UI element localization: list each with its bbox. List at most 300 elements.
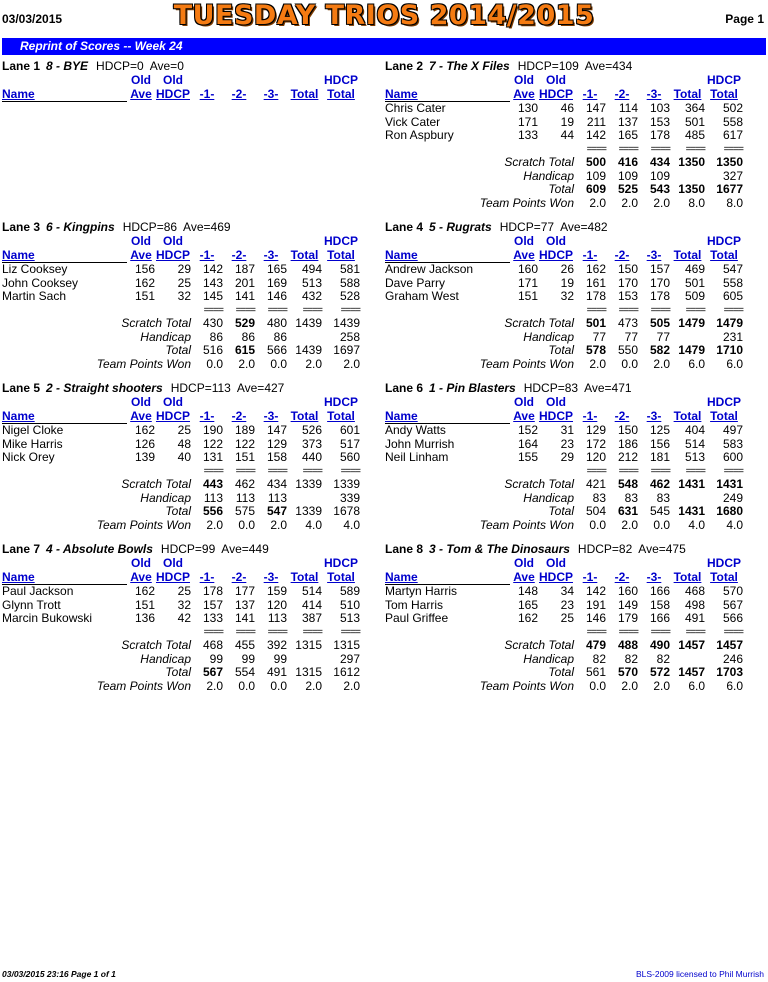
lane-number: Lane 3	[2, 220, 41, 234]
team-average: Ave=434	[584, 59, 633, 73]
player-hdcp: 46	[560, 100, 574, 115]
summary-label: Total	[548, 504, 574, 518]
summary-label: Scratch Total	[504, 316, 574, 330]
summary-g2: 529	[234, 316, 255, 330]
player-name: Nick Orey	[2, 450, 55, 464]
player-g3: 129	[266, 436, 287, 451]
player-row	[385, 290, 743, 304]
team-handicap: HDCP=83	[523, 381, 579, 395]
summary-g1: 421	[585, 477, 606, 491]
column-header	[287, 557, 322, 571]
summary-ht: 249	[722, 490, 743, 505]
score-table	[2, 235, 360, 371]
summary-g3: 505	[649, 316, 670, 330]
column-header: Old	[163, 556, 183, 570]
separator: ====	[723, 626, 743, 638]
column-header: -3-	[263, 247, 279, 262]
summary-label: Scratch Total	[504, 155, 574, 169]
summary-g2: 575	[234, 504, 255, 518]
team-name: 3 - Tom & The Dinosaurs	[429, 542, 570, 556]
player-total: 432	[301, 289, 322, 303]
footer-license: BLS-2009 licensed to Phil Murrish	[635, 969, 764, 979]
summary-row-scratch	[2, 317, 360, 331]
player-row	[2, 451, 360, 465]
summary-g2: 0.0	[238, 517, 255, 532]
column-header	[606, 74, 638, 88]
summary-ht: 2.0	[343, 356, 360, 371]
team-handicap: HDCP=113	[170, 381, 231, 395]
player-total: 387	[301, 611, 322, 625]
player-ave: 151	[134, 597, 155, 612]
player-g3: 156	[649, 436, 670, 451]
column-header: -3-	[263, 408, 279, 423]
player-g2: 201	[234, 275, 255, 290]
summary-label: Team Points Won	[479, 356, 574, 371]
player-g3: 169	[266, 275, 287, 290]
separator: ====	[586, 304, 606, 316]
column-header	[606, 557, 638, 571]
player-name: Graham West	[385, 289, 459, 303]
player-ht: 567	[722, 597, 743, 612]
summary-g3: 113	[267, 490, 287, 505]
summary-label: Handicap	[523, 490, 574, 505]
column-header	[255, 74, 287, 88]
column-header: Name	[2, 410, 127, 424]
team-handicap: HDCP=86	[122, 220, 178, 234]
summary-total: 1350	[678, 182, 705, 196]
summary-g2: 2.0	[621, 678, 638, 693]
summary-label: Handicap	[140, 329, 191, 344]
separator: ====	[267, 304, 287, 316]
column-header-row	[2, 557, 360, 571]
player-total: 514	[684, 436, 705, 451]
player-total: 469	[684, 261, 705, 276]
player-row	[385, 129, 743, 143]
column-header: Old	[514, 556, 534, 570]
separator: ====	[723, 143, 743, 155]
summary-label: Total	[548, 182, 574, 196]
player-ave: 152	[517, 422, 538, 437]
separator	[538, 143, 574, 157]
player-hdcp: 31	[560, 422, 574, 437]
player-row	[2, 424, 360, 438]
summary-g3: 582	[649, 343, 670, 357]
column-header	[670, 396, 705, 410]
team-average: Ave=469	[183, 220, 231, 234]
summary-g2: 570	[617, 665, 638, 679]
summary-total: 1315	[295, 638, 322, 652]
lane-number: Lane 1	[2, 59, 41, 73]
summary-label: Team Points Won	[479, 517, 574, 532]
lane-number: Lane 8	[385, 542, 424, 556]
player-g2: 189	[234, 422, 255, 437]
player-total: 501	[684, 275, 705, 290]
separator: ====	[586, 626, 606, 638]
player-hdcp: 44	[560, 128, 574, 142]
player-hdcp: 42	[177, 611, 191, 625]
column-header: Total	[673, 247, 702, 262]
column-header: -3-	[646, 408, 662, 423]
separator	[538, 626, 574, 640]
column-header: Old	[163, 73, 183, 87]
player-name: Ron Aspbury	[385, 128, 454, 142]
column-header: Old	[131, 73, 151, 87]
player-total: 414	[301, 597, 322, 612]
player-row	[385, 263, 743, 277]
lane-number: Lane 4	[385, 220, 424, 234]
lane-number: Lane 5	[2, 381, 41, 395]
player-g2: 153	[617, 289, 638, 303]
column-header-row	[2, 571, 360, 585]
summary-g1: 0.0	[589, 517, 606, 532]
column-header: HDCP	[538, 569, 573, 584]
player-ht: 497	[722, 422, 743, 437]
separator: ====	[586, 465, 606, 477]
column-header: Ave	[130, 408, 152, 423]
summary-ht: 1710	[716, 343, 743, 357]
player-row	[2, 263, 360, 277]
summary-label: Scratch Total	[121, 638, 191, 652]
column-header: HDCP	[323, 73, 358, 87]
column-header-row	[2, 396, 360, 410]
column-header-row	[2, 235, 360, 249]
column-header	[223, 235, 255, 249]
separator: ====	[650, 143, 670, 155]
column-header: Ave	[513, 569, 535, 584]
summary-g1: 561	[585, 665, 606, 679]
column-header-row	[385, 571, 743, 585]
player-ht: 588	[339, 275, 360, 290]
column-header	[638, 396, 670, 410]
column-header	[670, 235, 705, 249]
column-header: HDCP	[323, 234, 358, 248]
summary-total: 8.0	[688, 195, 705, 210]
summary-g3: 2.0	[270, 517, 287, 532]
player-ht: 547	[722, 261, 743, 276]
team-average: Ave=427	[236, 381, 285, 395]
player-g3: 157	[649, 261, 670, 276]
column-header: -2-	[614, 569, 630, 584]
column-header	[287, 235, 322, 249]
summary-g1: 430	[202, 316, 223, 330]
separator-row	[2, 304, 360, 318]
column-header: HDCP	[706, 395, 741, 409]
column-header: -2-	[231, 86, 247, 101]
summary-ht: 1439	[333, 316, 360, 330]
player-ave: 156	[134, 261, 155, 276]
summary-g1: 0.0	[589, 678, 606, 693]
separator	[385, 465, 510, 479]
column-header: Total	[673, 408, 702, 423]
separator: ====	[235, 304, 255, 316]
separator-row	[385, 465, 743, 479]
player-ht: 601	[339, 422, 360, 437]
player-row	[2, 612, 360, 626]
separator: ====	[650, 626, 670, 638]
player-ht: 513	[339, 611, 360, 625]
player-ave: 130	[517, 100, 538, 115]
player-hdcp: 29	[177, 261, 191, 276]
column-header: Total	[290, 247, 319, 262]
summary-g1: 567	[202, 665, 223, 679]
summary-g2: 462	[234, 477, 255, 491]
player-row	[385, 451, 743, 465]
player-ave: 155	[517, 450, 538, 464]
column-header	[223, 557, 255, 571]
summary-ht: 231	[722, 329, 743, 344]
column-header	[606, 396, 638, 410]
player-g3: 125	[649, 422, 670, 437]
separator: ====	[586, 143, 606, 155]
player-ave: 162	[517, 611, 538, 625]
player-g3: 178	[649, 289, 670, 303]
summary-g2: 109	[617, 168, 638, 183]
lane-block	[385, 381, 765, 532]
player-ht: 605	[722, 289, 743, 303]
page-number: Page 1	[725, 12, 764, 26]
player-g2: 150	[617, 422, 638, 437]
summary-ht: 1431	[716, 477, 743, 491]
player-name: Chris Cater	[385, 101, 446, 115]
summary-g2: 554	[234, 665, 255, 679]
separator-row	[385, 626, 743, 640]
column-header	[191, 235, 223, 249]
score-table	[2, 557, 360, 693]
column-header	[255, 557, 287, 571]
summary-g1: 468	[202, 638, 223, 652]
column-header: HDCP	[538, 86, 573, 101]
player-total: 485	[684, 128, 705, 142]
player-name: Glynn Trott	[2, 597, 61, 612]
column-header: Total	[710, 569, 738, 584]
summary-label: Team Points Won	[96, 356, 191, 371]
player-g3: 146	[266, 289, 287, 303]
column-header: -1-	[582, 569, 598, 584]
summary-g3: 491	[266, 665, 287, 679]
summary-ht: 1612	[333, 665, 360, 679]
footer-timestamp: 03/03/2015 23:16 Page 1 of 1	[2, 969, 116, 979]
summary-g2: 83	[624, 490, 638, 505]
separator: ====	[235, 626, 255, 638]
separator	[127, 465, 155, 479]
column-header: Total	[327, 408, 355, 423]
player-total: 526	[301, 422, 322, 437]
team-name: 2 - Straight shooters	[46, 381, 163, 395]
summary-g3: 109	[649, 168, 670, 183]
summary-row-handicap	[2, 492, 360, 506]
summary-g3: 0.0	[270, 678, 287, 693]
summary-total: 1439	[295, 343, 322, 357]
column-header-row	[385, 410, 743, 424]
summary-total: 1439	[295, 316, 322, 330]
player-ht: 558	[722, 275, 743, 290]
column-header	[638, 74, 670, 88]
player-g3: 178	[649, 128, 670, 142]
summary-total: 2.0	[305, 356, 322, 371]
player-g1: 191	[585, 597, 606, 612]
column-header: Total	[327, 569, 355, 584]
separator: ====	[340, 626, 360, 638]
column-header: Total	[327, 247, 355, 262]
lane-block	[2, 381, 382, 532]
column-header: Total	[290, 86, 319, 101]
summary-ht: 1680	[716, 504, 743, 518]
column-header: Total	[710, 408, 738, 423]
column-header: Total	[673, 86, 702, 101]
column-header: -1-	[582, 86, 598, 101]
summary-g2: 82	[624, 651, 638, 666]
separator-row	[385, 304, 743, 318]
separator	[510, 143, 538, 157]
player-ht: 566	[722, 611, 743, 625]
summary-total: 1457	[678, 638, 705, 652]
player-ht: 517	[339, 436, 360, 451]
player-name: Liz Cooksey	[2, 262, 68, 276]
player-g3: 120	[266, 597, 287, 612]
player-hdcp: 25	[177, 583, 191, 598]
column-header-row	[2, 249, 360, 263]
column-header: Old	[546, 234, 566, 248]
player-total: 491	[684, 611, 705, 625]
lane-header	[385, 542, 765, 557]
player-hdcp: 29	[560, 450, 574, 464]
team-handicap: HDCP=109	[517, 59, 579, 73]
separator: ====	[267, 465, 287, 477]
lane-number: Lane 7	[2, 542, 41, 556]
score-table	[2, 74, 360, 102]
player-row	[2, 599, 360, 613]
lane-header	[385, 59, 765, 74]
column-header: Old	[514, 395, 534, 409]
column-header: HDCP	[155, 569, 190, 584]
summary-label: Total	[165, 504, 191, 518]
player-ave: 160	[517, 261, 538, 276]
summary-ht: 8.0	[726, 195, 743, 210]
separator	[385, 304, 510, 318]
separator: ====	[235, 465, 255, 477]
separator: ====	[618, 465, 638, 477]
player-g3: 103	[649, 100, 670, 115]
summary-g2: 548	[617, 477, 638, 491]
lane-block	[385, 542, 765, 693]
summary-row-points	[385, 197, 743, 211]
summary-label: Handicap	[140, 490, 191, 505]
summary-g3: 462	[649, 477, 670, 491]
column-header: Name	[385, 410, 510, 424]
team-average: Ave=0	[149, 59, 184, 73]
player-total: 440	[301, 450, 322, 464]
separator	[385, 143, 510, 157]
separator	[2, 304, 127, 318]
column-header: Total	[327, 86, 355, 101]
player-total: 509	[684, 289, 705, 303]
lane-header	[385, 381, 765, 396]
separator	[2, 626, 127, 640]
column-header: Total	[290, 408, 319, 423]
column-header	[287, 396, 322, 410]
summary-g1: 99	[209, 651, 223, 666]
player-row	[385, 277, 743, 291]
player-ave: 171	[517, 114, 538, 129]
summary-g3: 86	[273, 329, 287, 344]
player-g2: 114	[618, 100, 638, 115]
player-hdcp: 19	[560, 275, 574, 290]
player-total: 498	[684, 597, 705, 612]
summary-g3: 2.0	[653, 195, 670, 210]
player-g1: 211	[586, 114, 606, 129]
summary-g2: 99	[241, 651, 255, 666]
player-g2: 179	[617, 611, 638, 625]
column-header: -1-	[199, 86, 215, 101]
column-header	[574, 235, 606, 249]
player-row	[385, 585, 743, 599]
player-g1: 142	[585, 583, 606, 598]
team-handicap: HDCP=77	[499, 220, 555, 234]
separator: ====	[302, 626, 322, 638]
summary-g1: 516	[202, 343, 223, 357]
player-g3: 181	[649, 450, 670, 464]
summary-label: Team Points Won	[479, 195, 574, 210]
lane-header	[2, 542, 382, 557]
summary-label: Handicap	[523, 168, 574, 183]
column-header: -3-	[646, 86, 662, 101]
lane-header	[2, 59, 382, 74]
column-header: -2-	[614, 247, 630, 262]
summary-g1: 83	[592, 490, 606, 505]
column-header-row	[385, 249, 743, 263]
column-header: HDCP	[323, 395, 358, 409]
summary-ht: 1339	[333, 477, 360, 491]
column-header-row	[385, 396, 743, 410]
summary-row-handicap	[385, 170, 743, 184]
player-hdcp: 32	[177, 597, 191, 612]
summary-g2: 550	[617, 343, 638, 357]
summary-row-points	[385, 680, 743, 694]
summary-g1: 86	[209, 329, 223, 344]
summary-g1: 113	[203, 490, 223, 505]
summary-row-total	[2, 666, 360, 680]
summary-ht: 246	[722, 651, 743, 666]
player-g3: 165	[266, 261, 287, 276]
column-header: -1-	[199, 408, 215, 423]
player-hdcp: 34	[560, 583, 574, 598]
summary-label: Total	[165, 343, 191, 357]
summary-g3: 543	[649, 182, 670, 196]
summary-row-scratch	[385, 317, 743, 331]
player-total: 404	[684, 422, 705, 437]
column-header	[191, 396, 223, 410]
player-ht: 589	[339, 583, 360, 598]
summary-row-scratch	[385, 156, 743, 170]
column-header: HDCP	[706, 556, 741, 570]
column-header-row	[385, 74, 743, 88]
summary-ht: 4.0	[343, 517, 360, 532]
column-header: -1-	[582, 408, 598, 423]
summary-g3: 434	[649, 155, 670, 169]
summary-ht: 1678	[333, 504, 360, 518]
score-table	[385, 557, 743, 693]
column-header: Total	[710, 86, 738, 101]
summary-g2: 455	[234, 638, 255, 652]
column-header: -2-	[231, 569, 247, 584]
summary-total	[287, 331, 322, 345]
summary-g3: 0.0	[270, 356, 287, 371]
separator	[127, 304, 155, 318]
column-header	[385, 557, 510, 571]
player-g2: 141	[234, 289, 255, 303]
summary-g2: 525	[617, 182, 638, 196]
summary-label: Team Points Won	[479, 678, 574, 693]
